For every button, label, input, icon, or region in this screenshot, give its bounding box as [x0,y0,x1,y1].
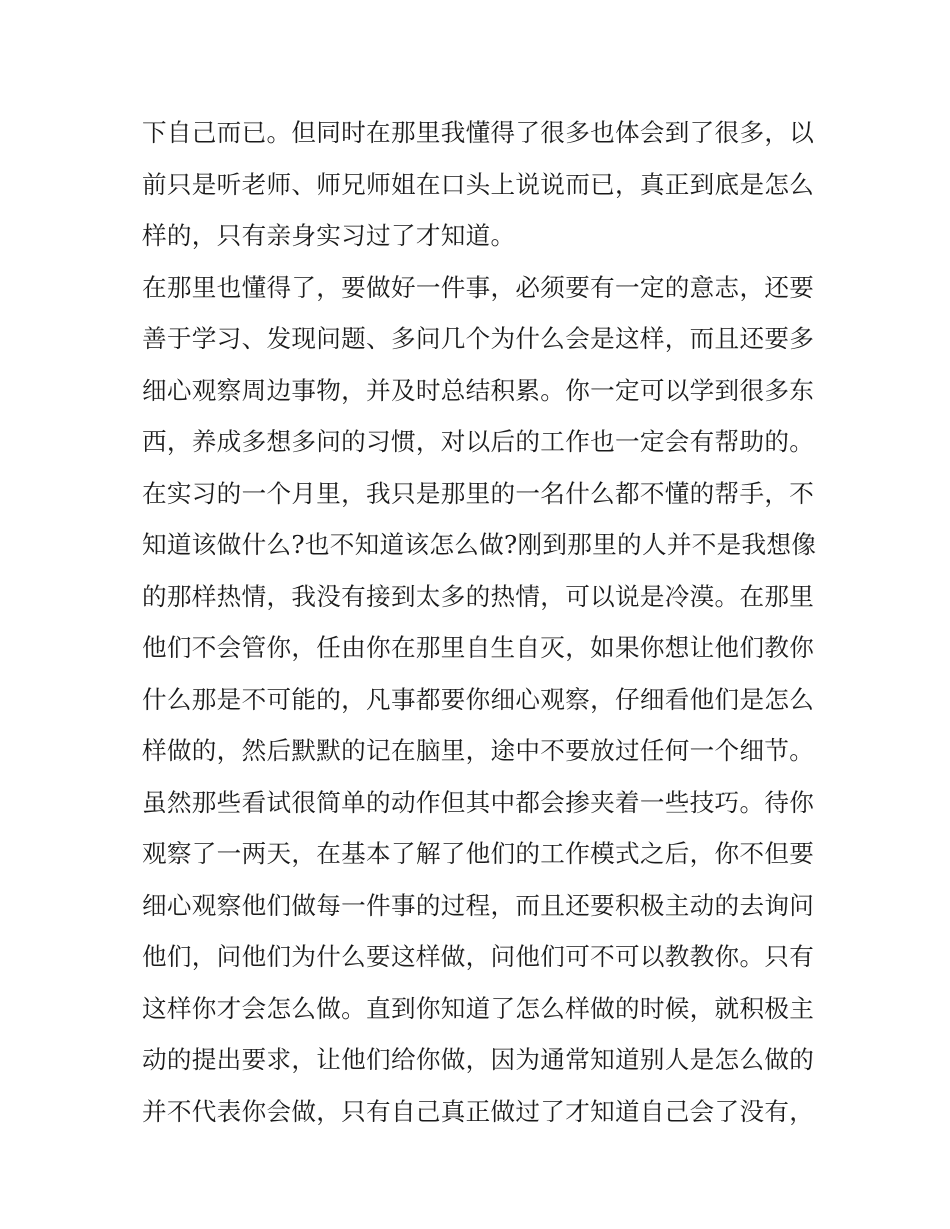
text-line: 善于学习、发现问题、多问几个为什么会是这样，而且还要多 [142,324,815,353]
text-line: 的那样热情，我没有接到太多的热情，可以说是冷漠。在那里 [142,581,815,611]
text-line: 知道该做什么?也不知道该怎么做?刚到那里的人并不是我想像 [142,530,817,559]
body-text [142,107,822,1137]
text-line: 下自己而已。但同时在那里我懂得了很多也体会到了很多，以 [142,118,815,147]
text-line: 什么那是不可能的，凡事都要你细心观察，仔细看他们是怎么 [142,684,815,714]
text-line: 细心观察周边事物，并及时总结积累。你一定可以学到很多东 [142,375,815,405]
text-line: 样的，只有亲身实习过了才知道。 [142,221,516,250]
text-line: 样做的，然后默默的记在脑里，途中不要放过任何一个细节。 [142,736,815,765]
text-line: 前只是听老师、师兄师姐在口头上说说而已，真正到底是怎么 [142,169,815,199]
text-line: 在实习的一个月里，我只是那里的一名什么都不懂的帮手，不 [142,478,815,508]
text-line: 西，养成多想多问的习惯，对以后的工作也一定会有帮助的。 [142,427,815,456]
text-line: 并不代表你会做，只有自己真正做过了才知道自己会了没有， [142,1096,815,1126]
text-line: 在那里也懂得了，要做好一件事，必须要有一定的意志，还要 [142,272,815,302]
text-line: 他们不会管你，任由你在那里自生自灭，如果你想让他们教你 [142,633,815,662]
text-line: 虽然那些看试很简单的动作但其中都会掺夹着一些技巧。待你 [142,787,815,817]
text-line: 细心观察他们做每一件事的过程，而且还要积极主动的去询问 [142,890,815,920]
text-line: 动的提出要求，让他们给你做，因为通常知道别人是怎么做的 [142,1045,815,1074]
text-line: 他们，问他们为什么要这样做，问他们可不可以教教你。只有 [142,942,815,971]
text-line: 观察了一两天，在基本了解了他们的工作模式之后，你不但要 [142,839,815,868]
text-line: 这样你才会怎么做。直到你知道了怎么样做的时候，就积极主 [142,993,815,1023]
